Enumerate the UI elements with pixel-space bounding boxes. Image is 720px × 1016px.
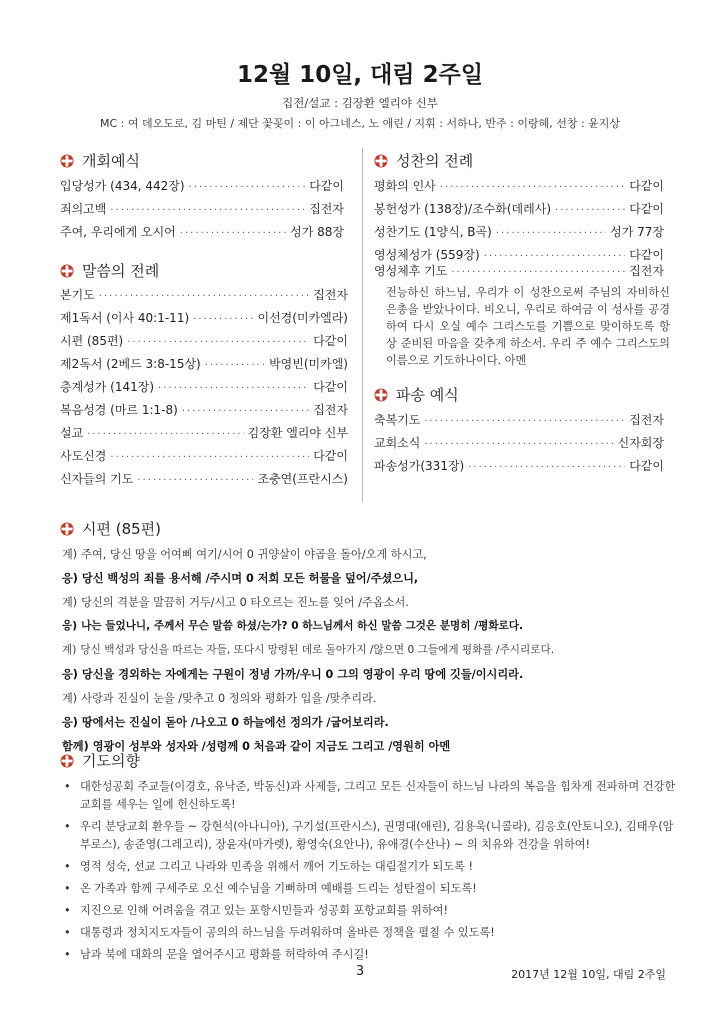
psalm-line-7: 응) 땅에서는 진실이 돋아 /나오고 0 하늘에선 정의가 /굽어보리라. — [62, 716, 389, 729]
eucharist-item-0: 평화의 인사 ····· 다같이 — [374, 177, 664, 195]
cross-icon — [60, 264, 74, 278]
cross-icon — [60, 154, 74, 168]
word-item-6: 설교 ····· 김장환 엘리야 신부 — [60, 424, 348, 442]
list-item: • 대한성공회 주교들(이경호, 유낙준, 박동신)과 사제들, 그리고 모든 신자들이 하느님 나라의 복음을 힘차게 전파하며 건강한 교회를 세우는 일에 헌신하도록! — [62, 778, 682, 814]
word-item-1: 제1독서 (이사 40:1-11) ····· 이선경(미카엘라) — [60, 309, 348, 327]
cross-icon — [60, 754, 74, 768]
list-item: • 남과 북에 대화의 문을 열어주시고 평화를 허락하여 주시길! — [62, 946, 682, 964]
list-item: • 영적 성숙, 선교 그리고 나라와 민족을 위해서 깨어 기도하는 대림절기가 되도록 ! — [62, 858, 682, 876]
page-number: 3 — [355, 964, 365, 979]
eucharist-item-1: 봉헌성가 (138장)/조수화(데레사) ····· 다같이 — [374, 200, 664, 218]
list-item: • 대통령과 정치지도자들이 공의의 하느님을 두려워하며 올바른 정책을 펼칠 수 있도록! — [62, 924, 682, 942]
opening-item-0: 입당성가 (434, 442장) ····· 다같이 — [60, 177, 344, 195]
psalm-line-0: 계) 주여, 당신 땅을 어여삐 여기/시어 0 귀양살이 야곱을 돌아/오게 하시고, — [62, 548, 427, 561]
eucharist-item-3: 영성체성가 (559장) ····· 다같이 — [374, 246, 664, 264]
intercession-list — [62, 778, 682, 968]
opening-item-2: 주여, 우리에게 오시어 ····· 성가 88장 — [60, 223, 344, 241]
psalm-line-6: 계) 사랑과 진실이 눈을 /맞추고 0 정의와 평화가 입을 /맞추리라. — [62, 692, 377, 705]
eucharist-item-4: 영성체후 기도 ····· 집전자 — [374, 262, 664, 280]
page-title: 12월 10일, 대림 2주일 — [236, 62, 484, 88]
section-dismissal-heading — [374, 384, 459, 405]
opening-item-1: 죄의고백 ····· 집전자 — [60, 200, 344, 218]
section-psalm-heading — [60, 518, 161, 539]
footer-date: 2017년 12월 10일, 대림 2주일 — [511, 968, 666, 981]
word-item-5: 복음성경 (마르 1:1-8) ····· 집전자 — [60, 401, 348, 419]
eucharist-item-2: 성찬기도 (1양식, B곡) ····· 성가 77장 — [374, 223, 664, 241]
cross-icon — [374, 388, 388, 402]
section-word-title: 말씀의 전례 — [82, 262, 160, 280]
list-item: • 우리 분당교회 환우들 ~ 강현석(아나니아), 구기설(프란시스), 권명대(애린), 김용욱(니콜라), 김응호(안토니오), 김태우(암부로스), 송준영(그레고리), 장윤자(마가렛), 황영숙(요안나), 유애경(수산나) ~ 의 치유와 건강을 위하여! — [62, 818, 682, 854]
dismissal-item-0: 축복기도 ····· 집전자 — [374, 411, 664, 429]
psalm-line-1: 응) 당신 백성의 죄를 용서해 /주시며 0 저희 모든 허물을 덮어/주셨으니, — [62, 572, 419, 585]
psalm-line-2: 계) 당신의 격분을 말끔히 거두/시고 0 타오르는 진노를 잊어 /주옵소서. — [62, 596, 409, 609]
post-communion-prayer: 전능하신 하느님, 우리가 이 성찬으로써 주님의 자비하신 은총을 받았나이다. 비오니, 우리로 하여금 이 성사를 공경하여 다시 오실 예수 그리스도를 기쁨으로 맞이하도록 항상 준비된 마음을 갖추게 하소서. 우리 주 예수 그리스도의 이름으로 기도하나이다. 아멘 — [386, 286, 670, 367]
section-eucharist-heading — [374, 150, 473, 171]
word-item-0: 본기도 ····· 집전자 — [60, 286, 348, 304]
section-dismissal-title: 파송 예식 — [396, 386, 459, 404]
word-item-8: 신자들의 기도 ····· 조충연(프란시스) — [60, 470, 348, 488]
officiant-line: 집전/설교 : 김장환 엘리야 신부 — [282, 96, 438, 110]
word-item-4: 층계성가 (141장) ····· 다같이 — [60, 378, 348, 396]
section-psalm-title: 시편 (85편) — [82, 520, 162, 538]
section-eucharist-title: 성찬의 전례 — [396, 152, 474, 170]
psalm-line-4: 계) 당신 백성과 당신을 따르는 자들, 또다시 망령된 데로 돌아가지 /않으면 0 그들에게 평화를 /주시리로다. — [62, 644, 555, 656]
section-opening-heading — [60, 150, 140, 171]
ministers-line: MC : 여 데오도로, 김 마틴 / 제단 꽃꽂이 : 이 아그네스, 노 애린 / 지휘 : 서하나, 반주 : 이랑혜, 선창 : 윤지상 — [99, 117, 621, 130]
cross-icon — [60, 522, 74, 536]
psalm-line-5: 응) 당신을 경외하는 자에게는 구원이 정녕 가까/우니 0 그의 영광이 우리 땅에 깃들/이시리라. — [62, 668, 524, 681]
section-intercession-title: 기도의향 — [82, 752, 140, 770]
section-opening-title: 개회예식 — [82, 152, 140, 170]
list-item: • 지진으로 인해 어려움을 겪고 있는 포항시민들과 성공회 포항교회를 위하여! — [62, 902, 682, 920]
word-item-2: 시편 (85편) ····· 다같이 — [60, 332, 348, 350]
dismissal-item-2: 파송성가(331장) ····· 다같이 — [374, 457, 664, 475]
column-divider — [362, 148, 363, 502]
psalm-line-8: 함께) 영광이 성부와 성자와 /성령께 0 처음과 같이 지금도 그리고 /영원히 아멘 — [62, 740, 451, 753]
word-item-7: 사도신경 ····· 다같이 — [60, 447, 348, 465]
list-item: • 온 가족과 함께 구세주로 오신 예수님을 기뻐하며 예배를 드리는 성탄절이 되도록! — [62, 880, 682, 898]
section-intercession-heading — [60, 750, 140, 771]
psalm-line-3: 응) 나는 들었나니, 주께서 무슨 말씀 하셨/는가? 0 하느님께서 하신 말씀 그것은 분명히 /평화로다. — [62, 620, 524, 632]
cross-icon — [374, 154, 388, 168]
dismissal-item-1: 교회소식 ····· 신자회장 — [374, 434, 664, 452]
section-word-heading — [60, 260, 159, 281]
word-item-3: 제2독서 (2베드 3:8-15상) ····· 박영빈(미카엘) — [60, 355, 348, 373]
